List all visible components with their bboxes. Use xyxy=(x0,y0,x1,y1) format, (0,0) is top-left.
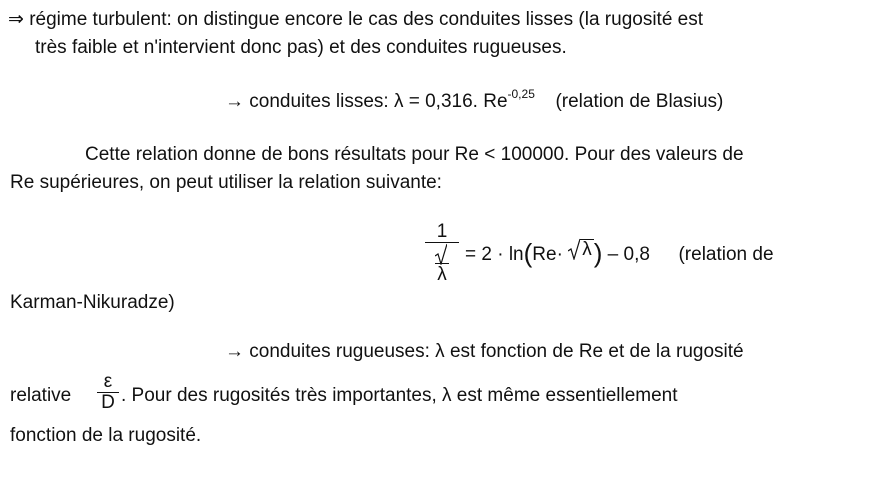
sqrt-radicand: λ xyxy=(437,264,447,285)
paragraph-validity-line1: Cette relation donne de bons résultats pour Re < 100000. Pour des valeurs de xyxy=(85,144,744,165)
roughness-fraction xyxy=(97,372,119,413)
paragraph-validity-line2: Re supérieures, on peut utiliser la relation suivante: xyxy=(10,172,442,193)
karman-eq-start: = 2 · ln xyxy=(465,244,524,265)
karman-denominator xyxy=(435,243,449,285)
paren-close: ) xyxy=(593,238,603,268)
sqrt-icon xyxy=(568,238,580,260)
karman-note: (relation de xyxy=(678,244,774,265)
roughness-numerator: ε xyxy=(103,371,113,392)
turbulent-text-1: régime turbulent: on distingue encore le cas des conduites lisses (la rugosité est xyxy=(29,9,704,30)
paren-open: ( xyxy=(523,238,533,268)
sqrt-icon xyxy=(435,243,447,265)
rough-last-line: fonction de la rugosité. xyxy=(10,425,202,446)
karman-inner-sqrt xyxy=(568,238,594,260)
karman-re: Re· xyxy=(532,244,563,265)
relative-roughness-rest: . Pour des rugosités très importantes, λ est même essentiellement xyxy=(121,385,678,406)
roughness-denominator: D xyxy=(101,392,115,413)
inner-sqrt-radicand: λ xyxy=(582,239,592,260)
relative-roughness-line xyxy=(10,385,71,407)
karman-equation xyxy=(465,238,774,266)
paragraph-turbulent-line2: très faible et n'intervient donc pas) et des conduites rugueuses. xyxy=(35,37,567,58)
karman-numerator: 1 xyxy=(436,221,448,242)
blasius-formula: → conduites lisses: λ = 0,316. Re xyxy=(225,91,508,112)
paragraph-turbulent-line1 xyxy=(8,9,703,31)
blasius-exponent: -0,25 xyxy=(507,87,535,101)
relative-label: relative xyxy=(10,385,72,406)
implies-arrow: ⇒ xyxy=(8,9,24,30)
karman-fraction xyxy=(425,222,459,285)
blasius-note: (relation de Blasius) xyxy=(555,91,724,112)
karman-note-continuation: Karman-Nikuradze) xyxy=(10,292,175,313)
karman-eq-end: – 0,8 xyxy=(607,244,650,265)
blasius-relation xyxy=(225,87,724,114)
rough-pipes-line: → conduites rugueuses: λ est fonction de Re et de la rugosité xyxy=(225,341,744,362)
